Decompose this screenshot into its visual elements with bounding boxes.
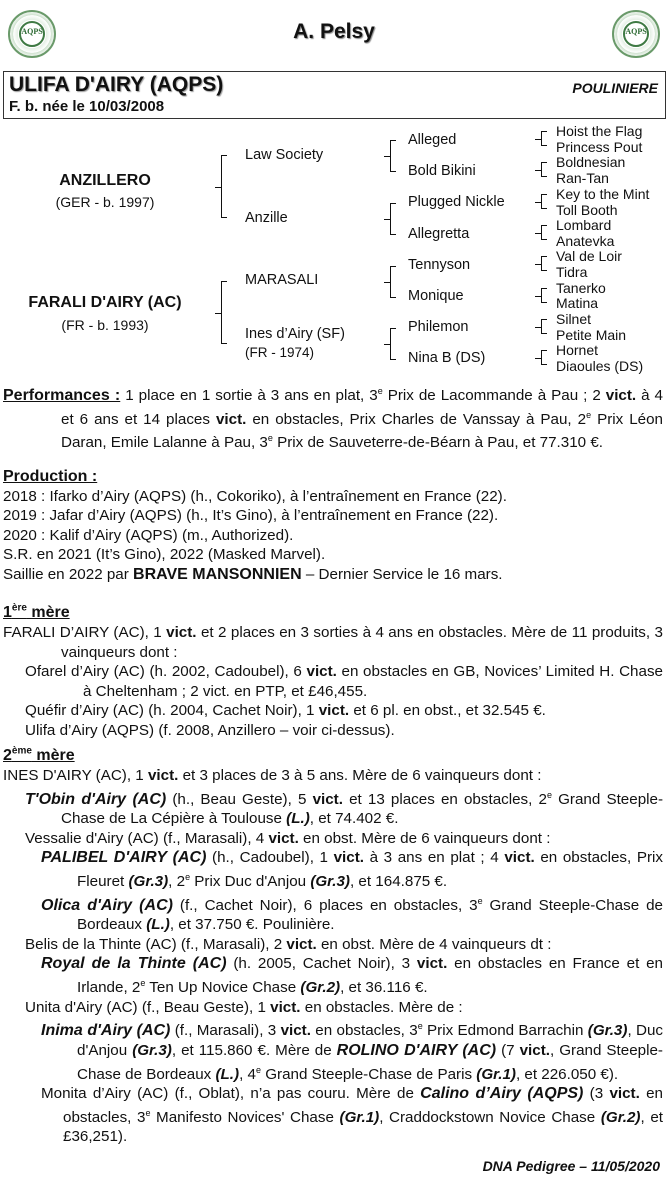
pedigree-sire-info: (GER - b. 1997)	[55, 194, 155, 210]
pedigree-gen4-9: Val de Loir	[556, 248, 622, 264]
brace-gen3-3	[390, 266, 391, 298]
brace-gen4-4	[541, 225, 542, 240]
second-dam-olica: Olica d'Airy (AC) (f., Cachet Noir), 6 places en obstacles, 3e Grand Steeple-Chase de Bordeaux (L.), et 37.750 €. Poulinière.	[41, 895, 663, 934]
pedigree-dam-info: (FR - b. 1993)	[61, 317, 149, 333]
pedigree-gen3-3: Plugged Nickle	[408, 194, 505, 210]
pedigree-gen4-5: Key to the Mint	[556, 186, 650, 202]
brace-sire	[221, 155, 222, 218]
first-dam-offspring-2: Quéfir d’Airy (AC) (h. 2004, Cachet Noir), 1 vict. et 6 pl. en obst., et 32.545 €.	[25, 702, 546, 720]
performances-paragraph: Performances : 1 place en 1 sortie à 3 ans en plat, 3e Prix de Lacommande à Pau ; 2 vict. à 4 et 6 ans et 14 places vict. en obstacles, Prix Charles de Vanssay à Pau, 2e Prix Léon Daran, Emile Lalanne à Pau, 3e Prix de Sauveterre-de-Béarn à Pau, et 77.310 €.	[3, 386, 664, 452]
pedigree-gen3-7: Philemon	[408, 319, 469, 335]
first-dam-offspring-1: Ofarel d’Airy (AC) (h. 2002, Cadoubel), 6 vict. en obstacles en GB, Novices’ Limited H. Chase à Cheltenham ; 2 vict. en PTP, et £46,455.	[25, 663, 663, 700]
pedigree-gen2-2: Anzille	[245, 210, 288, 226]
aqps-logo-right: AQPS	[612, 10, 660, 58]
second-dam-inima: Inima d'Airy (AC) (f., Marasali), 3 vict. en obstacles, 3e Prix Edmond Barrachin (Gr.3), Duc d'Anjou (Gr.3), et 115.860 €. Mère de ROLINO D'AIRY (AC) (7 vict., Grand Steeple-Chase de Bordeaux (L.), 4e Grand Steeple-Chase de Paris (Gr.1), et 226.050 €).	[41, 1021, 663, 1083]
production-2018: 2018 : Ifarko d’Airy (AQPS) (h., Cokoriko), à l’entraînement en France (22).	[3, 487, 507, 505]
brace-gen4-3	[541, 194, 542, 209]
pedigree-gen4-1: Hoist the Flag	[556, 123, 643, 139]
second-dam-unita: Unita d'Airy (AC) (f., Beau Geste), 1 vict. en obstacles. Mère de :	[25, 998, 463, 1016]
first-dam-offspring-3: Ulifa d’Airy (AQPS) (f. 2008, Anzillero – voir ci-dessus).	[25, 721, 395, 739]
pedigree-gen4-3: Boldnesian	[556, 154, 626, 170]
second-dam-section	[3, 742, 663, 1147]
pedigree-gen2-1: Law Society	[245, 147, 324, 163]
brace-gen3-4	[390, 328, 391, 360]
production-2019: 2019 : Jafar d’Airy (AQPS) (h., It’s Gino), à l’entraînement en France (22).	[3, 507, 499, 525]
first-dam-paragraph: FARALI D’AIRY (AC), 1 vict. et 2 places en 3 sorties à 4 ans en obstacles. Mère de 11 produits, 3 vainqueurs dont :	[3, 623, 663, 661]
production-2020: 2020 : Kalif d’Airy (AQPS) (m., Authorized).	[3, 526, 294, 544]
second-dam-royal: Royal de la Thinte (AC) (h. 2005, Cachet Noir), 3 vict. en obstacles en France et en Irlande, 2e Ten Up Novice Chase (Gr.2), et 36.116 €.	[41, 955, 664, 997]
production-section	[3, 467, 663, 585]
pedigree-gen3-5: Tennyson	[408, 257, 471, 273]
pedigree-gen4-16: Diaoules (DS)	[556, 358, 644, 374]
first-dam-section	[3, 599, 663, 740]
brace-gen3-2	[390, 203, 391, 235]
brace-gen3-1	[390, 140, 391, 172]
production-heading: Production :	[3, 468, 98, 485]
pedigree-gen3-1: Alleged	[408, 132, 457, 148]
brace-gen4-6	[541, 288, 542, 303]
footer-credit: DNA Pedigree – 11/05/2020	[482, 1158, 660, 1174]
pedigree-dam-name: FARALI D'AIRY (AC)	[28, 294, 182, 311]
second-dam-belis: Belis de la Thinte (AC) (f., Marasali), 2 vict. en obst. Mère de 4 vainqueurs dt :	[25, 935, 552, 953]
pedigree-gen4-13: Silnet	[556, 311, 592, 327]
pedigree-gen2-3: MARASALI	[245, 272, 319, 288]
pedigree-gen4-8: Anatevka	[556, 233, 615, 249]
brace-gen4-1	[541, 131, 542, 146]
brace-gen4-5	[541, 256, 542, 271]
pedigree-gen4-2: Princess Pout	[556, 139, 643, 155]
owner-title: A. Pelsy	[293, 20, 375, 43]
brace-gen4-8	[541, 350, 542, 365]
second-dam-monita: Monita d’Airy (AC) (f., Oblat), n’a pas couru. Mère de Calino d’Airy (AQPS) (3 vict. en obstacles, 3e Manifesto Novices' Chase (Gr.1), Craddockstown Novice Chase (Gr.2), et £36,251).	[41, 1085, 663, 1146]
pedigree-gen3-4: Allegretta	[408, 226, 470, 242]
brace-dam	[221, 281, 222, 344]
pedigree-gen3-6: Monique	[408, 288, 464, 304]
second-dam-tobin: T'Obin d'Airy (AC) (h., Beau Geste), 5 vict. et 13 places en obstacles, 2e Grand Steeple-Chase de La Cépière à Toulouse (L.), et 74.402 €.	[25, 789, 664, 828]
production-sr: S.R. en 2021 (It’s Gino), 2022 (Masked Marvel).	[3, 546, 326, 564]
pedigree-gen4-14: Petite Main	[556, 327, 627, 343]
pedigree-gen4-4: Ran-Tan	[556, 170, 609, 186]
pedigree-gen4-6: Toll Booth	[556, 202, 618, 218]
pedigree-gen2-4-info: (FR - 1974)	[245, 345, 315, 360]
pedigree-gen3-2: Bold Bikini	[408, 163, 476, 179]
pedigree-sire-name: ANZILLERO	[59, 172, 151, 189]
brace-gen4-2	[541, 162, 542, 177]
horse-name: ULIFA D'AIRY (AQPS)	[9, 73, 224, 96]
first-dam-heading: 1ère mère	[3, 603, 70, 622]
pedigree-gen2-4: Ines d’Airy (SF)	[245, 326, 345, 342]
second-dam-paragraph: INES D'AIRY (AC), 1 vict. et 3 places de 3 à 5 ans. Mère de 6 vainqueurs dont :	[3, 766, 542, 784]
pedigree-gen4-15: Hornet	[556, 342, 599, 358]
pedigree-gen4-11: Tanerko	[556, 280, 606, 296]
pedigree-gen3-8: Nina B (DS)	[408, 350, 486, 366]
pedigree-gen4-10: Tidra	[556, 264, 588, 280]
production-saillie: Saillie en 2022 par BRAVE MANSONNIEN – Dernier Service le 16 mars.	[3, 565, 503, 583]
aqps-logo-left: AQPS	[8, 10, 56, 58]
second-dam-heading: 2ème mère	[3, 746, 75, 765]
horse-description: F. b. née le 10/03/2008	[9, 98, 165, 115]
pedigree-gen4-7: Lombard	[556, 217, 612, 233]
horse-status: POULINIERE	[572, 80, 658, 96]
second-dam-palibel: PALIBEL D'AIRY (AC) (h., Cadoubel), 1 vict. à 3 ans en plat ; 4 vict. en obstacles, Prix Fleuret (Gr.3), 2e Prix Duc d'Anjou (Gr.3), et 164.875 €.	[41, 849, 664, 891]
pedigree-gen4-12: Matina	[556, 295, 599, 311]
second-dam-vessalie: Vessalie d'Airy (AC) (f., Marasali), 4 vict. en obst. Mère de 6 vainqueurs dont :	[25, 829, 551, 847]
brace-gen4-7	[541, 319, 542, 334]
